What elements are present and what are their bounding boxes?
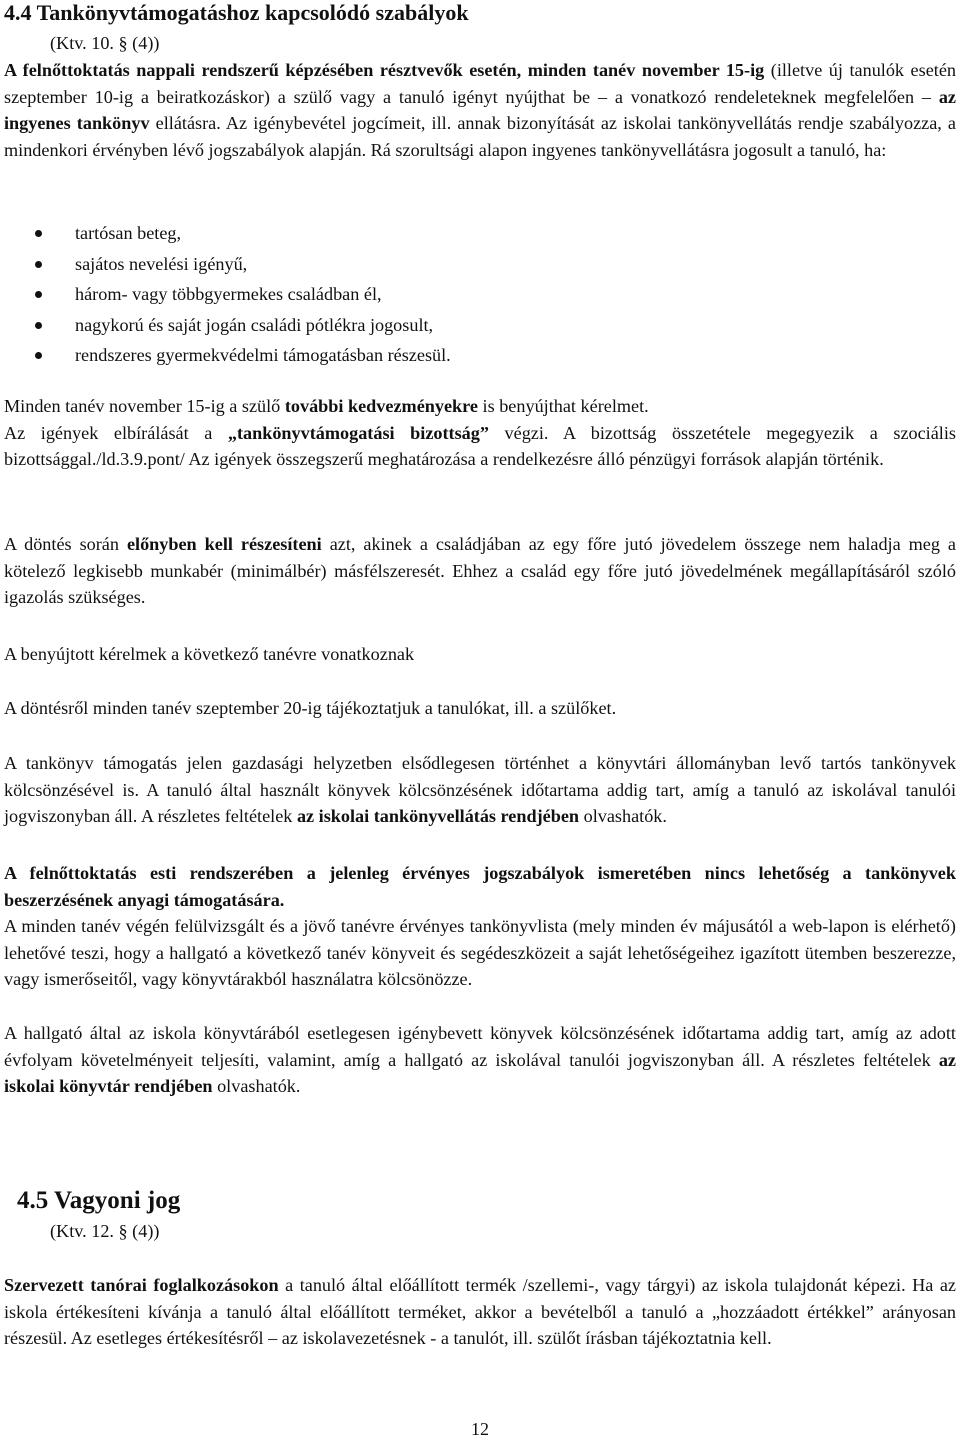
text-run: ellátásra. Az igénybevétel jogcímeit, ill. annak bizonyítását az iskolai tankönyvellátás rendje szabályozza, a mindenkori érvényben lévő jogszabályok alapján. Rá szorultsági alapon ingyenes tankönyvellátásra jogosult a tanuló, ha: (4, 113, 956, 160)
bold-text: az ingyenes tankönyv (4, 86, 956, 133)
bold-text: az iskolai tankönyvellátás rendjében (296, 806, 580, 826)
bullet-icon (35, 291, 42, 298)
list-item-text: rendszeres gyermekvédelmi támogatásban részesül. (75, 345, 451, 365)
paragraph-requests-next-year: A benyújtott kérelmek a következő tanévre vonatkoznak (4, 644, 415, 664)
list-item-text: sajátos nevelési igényű, (75, 253, 248, 274)
text-run: A döntés során (4, 534, 127, 554)
paragraph-free-textbook-eligibility (4, 57, 956, 163)
list-item (4, 279, 904, 310)
bullet-icon (35, 230, 42, 237)
text-run: A hallgató által az iskola könyvtárából esetlegesen igénybevett könyvek kölcsönzésének időtartama addig tart, amíg az adott évfolyam követelményeit teljesíti, valamint, amíg a hallgató az iskolával tanulói jogviszonyban áll. A részletes feltételek (4, 1023, 956, 1070)
section-reference-4-4: (Ktv. 10. § (4)) (50, 33, 160, 53)
text-run: A tankönyv támogatás jelen gazdasági helyzetben elsődlegesen történhet a könyvtári állományban levő tartós tankönyvek kölcsönzésével is. A tanuló által használt könyvek kölcsönzésének időtartama addig tart, amíg a tanuló az iskolával tanulói jogviszonyban áll. A részletes feltételek (4, 753, 956, 826)
section-heading-4-4: 4.4 Tankönyvtámogatáshoz kapcsolódó szabályok (4, 0, 469, 25)
paragraph-textbook-list: A minden tanév végén felülvizsgált és a jövő tanévre érvényes tankönyvlista (mely minden év májusától a web-lapon is elérhető) lehetővé teszi, hogy a hallgató a következő tanév könyveit és segédeszközeit a saját lehetőségeihez igazított ütemben beszerezze, vagy ismerőseitől, vagy könyvtárakból használatra kölcsönözze. (4, 916, 956, 989)
paragraph-additional-discounts (4, 393, 956, 473)
paragraph-school-library-loan (4, 1020, 956, 1100)
bullet-icon (35, 322, 42, 329)
section-heading-4-5: 4.5 Vagyoni jog (17, 1187, 181, 1214)
list-item (4, 340, 904, 371)
text-run: is benyújthat kérelmet. (477, 396, 649, 416)
bullet-icon (35, 261, 42, 268)
list-item-text: nagykorú és saját jogán családi pótlékra jogosult, (75, 314, 434, 335)
page-number: 12 (471, 1419, 489, 1439)
paragraph-property-rights (4, 1272, 956, 1352)
list-item (4, 310, 904, 341)
paragraph-library-lending (4, 750, 956, 830)
text-run: végzi. A bizottság összetétele megegyezik a szociális bizottsággal./ld.3.9.pont/ Az igények összegszerű meghatározása a rendelkezésre álló pénzügyi források alapján történik. (4, 422, 956, 469)
bold-text: A felnőttoktatás esti rendszerében a jelenleg érvényes jogszabályok ismeretében nincs lehetőség a tankönyvek beszerzésének anyagi támogatására. (4, 863, 956, 910)
text-run: Minden tanév november 15-ig a szülő (4, 396, 285, 416)
bold-text: előnyben kell részesíteni (126, 534, 322, 554)
section-reference-4-5: (Ktv. 12. § (4)) (50, 1221, 160, 1241)
list-item (4, 249, 904, 280)
list-item-text: három- vagy többgyermekes családban él, (75, 284, 382, 304)
bold-text: további kedvezményekre (284, 396, 478, 416)
list-item-text: tartósan beteg, (75, 223, 182, 243)
paragraph-priority-decision (4, 531, 956, 611)
paragraph-decision-notification: A döntésről minden tanév szeptember 20-ig tájékoztatjuk a tanulókat, ill. a szülőket. (4, 698, 617, 718)
bullet-icon (35, 352, 42, 359)
text-run: olvashatók. (212, 1076, 301, 1096)
bold-text: az iskolai könyvtár rendjében (4, 1049, 956, 1096)
text-run: olvashatók. (579, 806, 667, 826)
list-item (4, 218, 904, 249)
bold-text: „tankönyvtámogatási bizottság” (227, 422, 489, 443)
eligibility-bullet-list (4, 218, 904, 371)
text-run: azt, akinek a családjában az egy főre jutó jövedelem összege nem haladja meg a kötelező legkisebb munkabér (minimálbér) másfélszeresét. Ehhez a család egy főre jutó jövedelmének megállapításáról szóló igazolás szükséges. (4, 534, 956, 607)
text-run: Az igények elbírálását a (4, 422, 228, 443)
bold-text: Szervezett tanórai foglalkozásokon (4, 1275, 279, 1295)
bold-text: A felnőttoktatás nappali rendszerű képzésében résztvevők esetén, minden tanév november 15-ig (4, 60, 765, 80)
text-run: a tanuló által előállított termék /szellemi-, vagy tárgyi) az iskola tulajdonát képezi. Ha az iskola értékesíteni kívánja a tanuló által előállított terméket, akkor a bevételből a tanuló a „hozzáadott értékkel” arányosan részesül. Az esetleges értékesítésről – az iskolavezetésnek - a tanulót, ill. szülőt írásban tájékoztatnia kell. (4, 1275, 956, 1348)
paragraph-evening-education (4, 860, 956, 913)
text-run: (illetve új tanulók esetén szeptember 10-ig a beiratkozáskor) a szülő vagy a tanuló igényt nyújthat be – a vonatkozó rendeleteknek megfelelően – (4, 60, 956, 107)
